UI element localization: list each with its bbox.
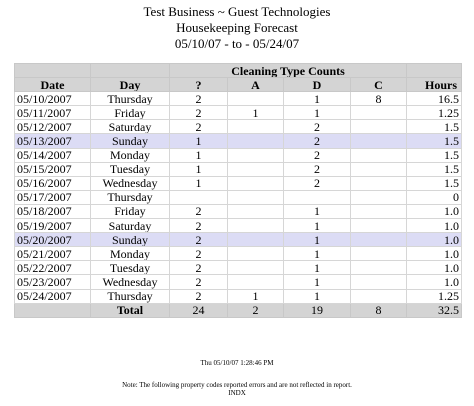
column-header-row xyxy=(15,78,462,92)
cell-date: 05/14/2007 xyxy=(15,148,91,162)
cell-day: Saturday xyxy=(91,219,170,233)
cell-day: Friday xyxy=(91,204,170,218)
cleaning-type-counts-header: Cleaning Type Counts xyxy=(170,64,407,78)
cell-unknown-count: 2 xyxy=(170,233,228,247)
cell-unknown-count: 1 xyxy=(170,148,228,162)
cell-d-count: 1 xyxy=(284,233,351,247)
cell-date: 05/23/2007 xyxy=(15,275,91,289)
report-header xyxy=(0,4,474,52)
cell-a-count xyxy=(228,190,284,204)
cell-unknown-count xyxy=(170,190,228,204)
cell-hours: 0 xyxy=(407,190,462,204)
cell-d-count: 1 xyxy=(284,204,351,218)
cell-day: Sunday xyxy=(91,134,170,148)
cell-hours: 1.0 xyxy=(407,275,462,289)
cell-d-count: 1 xyxy=(284,92,351,106)
cell-c-count xyxy=(351,219,407,233)
cell-d-count: 2 xyxy=(284,148,351,162)
cell-c-count xyxy=(351,148,407,162)
cell-day: Monday xyxy=(91,148,170,162)
cell-hours: 1.25 xyxy=(407,289,462,303)
table-row xyxy=(15,148,462,162)
cell-date: 05/12/2007 xyxy=(15,120,91,134)
cell-unknown-count: 2 xyxy=(170,120,228,134)
cell-c-count xyxy=(351,233,407,247)
cell-day: Sunday xyxy=(91,233,170,247)
cell-d-count: 1 xyxy=(284,219,351,233)
error-note-text: Note: The following property codes reported errors and are not reflected in report. xyxy=(122,381,352,389)
cell-unknown-count: 2 xyxy=(170,106,228,120)
table-row xyxy=(15,261,462,275)
table-row xyxy=(15,134,462,148)
cell-unknown-count: 2 xyxy=(170,92,228,106)
total-row xyxy=(15,303,462,317)
error-property-codes: INDX xyxy=(228,389,246,397)
cell-c-count xyxy=(351,134,407,148)
cell-day: Wednesday xyxy=(91,176,170,190)
cell-a-count xyxy=(228,162,284,176)
col-header-date: Date xyxy=(15,78,91,92)
cell-d-count: 1 xyxy=(284,247,351,261)
cell-a-count xyxy=(228,247,284,261)
table-row xyxy=(15,219,462,233)
cell-unknown-count: 2 xyxy=(170,261,228,275)
cell-date: 05/11/2007 xyxy=(15,106,91,120)
cell-day: Thursday xyxy=(91,190,170,204)
cell-d-count xyxy=(284,190,351,204)
cell-unknown-count: 2 xyxy=(170,219,228,233)
cell-date: 05/24/2007 xyxy=(15,289,91,303)
table-body xyxy=(15,92,462,303)
cell-d-count: 1 xyxy=(284,106,351,120)
total-d: 19 xyxy=(284,303,351,317)
col-header-a: A xyxy=(228,78,284,92)
cell-c-count xyxy=(351,289,407,303)
cell-hours: 1.0 xyxy=(407,204,462,218)
cell-a-count xyxy=(228,148,284,162)
cell-date: 05/15/2007 xyxy=(15,162,91,176)
cell-d-count: 1 xyxy=(284,261,351,275)
cell-c-count xyxy=(351,204,407,218)
cell-unknown-count: 2 xyxy=(170,247,228,261)
table-row xyxy=(15,233,462,247)
table-row xyxy=(15,275,462,289)
cell-day: Thursday xyxy=(91,289,170,303)
cell-d-count: 1 xyxy=(284,289,351,303)
group-header-spacer xyxy=(15,64,91,78)
cell-d-count: 2 xyxy=(284,134,351,148)
cell-hours: 1.5 xyxy=(407,134,462,148)
cell-a-count xyxy=(228,134,284,148)
cell-a-count xyxy=(228,204,284,218)
cell-hours: 1.0 xyxy=(407,233,462,247)
cell-a-count xyxy=(228,275,284,289)
cell-date: 05/16/2007 xyxy=(15,176,91,190)
table-row xyxy=(15,247,462,261)
cell-d-count: 2 xyxy=(284,162,351,176)
cell-c-count xyxy=(351,261,407,275)
cell-hours: 1.25 xyxy=(407,106,462,120)
group-header-spacer xyxy=(407,64,462,78)
cell-unknown-count: 2 xyxy=(170,289,228,303)
total-spacer xyxy=(15,303,91,317)
table-row xyxy=(15,204,462,218)
total-hours: 32.5 xyxy=(407,303,462,317)
cell-hours: 16.5 xyxy=(407,92,462,106)
print-timestamp: Thu 05/10/07 1:28:46 PM xyxy=(200,359,274,367)
cell-c-count xyxy=(351,190,407,204)
cell-d-count: 2 xyxy=(284,176,351,190)
cell-a-count xyxy=(228,261,284,275)
report-date-range: 05/10/07 - to - 05/24/07 xyxy=(174,36,300,51)
cell-a-count xyxy=(228,219,284,233)
table-row xyxy=(15,120,462,134)
cell-c-count xyxy=(351,275,407,289)
cell-date: 05/13/2007 xyxy=(15,134,91,148)
total-a: 2 xyxy=(228,303,284,317)
total-label: Total xyxy=(91,303,170,317)
cell-hours: 1.0 xyxy=(407,261,462,275)
table-row xyxy=(15,92,462,106)
error-note xyxy=(0,381,474,397)
total-q: 24 xyxy=(170,303,228,317)
report-title: Test Business ~ Guest Technologies xyxy=(143,4,331,19)
cell-d-count: 1 xyxy=(284,275,351,289)
cell-hours: 1.5 xyxy=(407,176,462,190)
cell-day: Saturday xyxy=(91,120,170,134)
cell-date: 05/19/2007 xyxy=(15,219,91,233)
cell-unknown-count: 2 xyxy=(170,204,228,218)
cell-date: 05/21/2007 xyxy=(15,247,91,261)
table-row xyxy=(15,289,462,303)
cell-c-count xyxy=(351,106,407,120)
cell-unknown-count: 2 xyxy=(170,275,228,289)
cell-a-count xyxy=(228,233,284,247)
cell-unknown-count: 1 xyxy=(170,134,228,148)
cell-hours: 1.5 xyxy=(407,148,462,162)
table-row xyxy=(15,162,462,176)
group-header-row xyxy=(15,64,462,78)
cell-day: Monday xyxy=(91,247,170,261)
cell-day: Tuesday xyxy=(91,261,170,275)
table-row xyxy=(15,176,462,190)
cell-date: 05/10/2007 xyxy=(15,92,91,106)
cell-a-count: 1 xyxy=(228,289,284,303)
cell-a-count xyxy=(228,176,284,190)
cell-c-count xyxy=(351,176,407,190)
col-header-hours: Hours xyxy=(407,78,462,92)
cell-a-count xyxy=(228,120,284,134)
cell-c-count xyxy=(351,247,407,261)
cell-hours: 1.5 xyxy=(407,162,462,176)
col-header-unknown-type: ? xyxy=(170,78,228,92)
cell-unknown-count: 1 xyxy=(170,176,228,190)
cell-a-count xyxy=(228,92,284,106)
cell-hours: 1.5 xyxy=(407,120,462,134)
cell-hours: 1.0 xyxy=(407,247,462,261)
cell-c-count: 8 xyxy=(351,92,407,106)
col-header-c: C xyxy=(351,78,407,92)
report-subtitle: Housekeeping Forecast xyxy=(176,20,298,35)
cell-date: 05/22/2007 xyxy=(15,261,91,275)
cell-d-count: 2 xyxy=(284,120,351,134)
cell-day: Tuesday xyxy=(91,162,170,176)
cell-a-count: 1 xyxy=(228,106,284,120)
total-c: 8 xyxy=(351,303,407,317)
group-header-spacer xyxy=(91,64,170,78)
cell-date: 05/20/2007 xyxy=(15,233,91,247)
cell-date: 05/17/2007 xyxy=(15,190,91,204)
forecast-table xyxy=(14,63,462,318)
cell-day: Thursday xyxy=(91,92,170,106)
cell-date: 05/18/2007 xyxy=(15,204,91,218)
cell-unknown-count: 1 xyxy=(170,162,228,176)
table-row xyxy=(15,106,462,120)
cell-c-count xyxy=(351,120,407,134)
cell-c-count xyxy=(351,162,407,176)
col-header-d: D xyxy=(284,78,351,92)
table-row xyxy=(15,190,462,204)
cell-day: Friday xyxy=(91,106,170,120)
cell-hours: 1.0 xyxy=(407,219,462,233)
cell-day: Wednesday xyxy=(91,275,170,289)
col-header-day: Day xyxy=(91,78,170,92)
